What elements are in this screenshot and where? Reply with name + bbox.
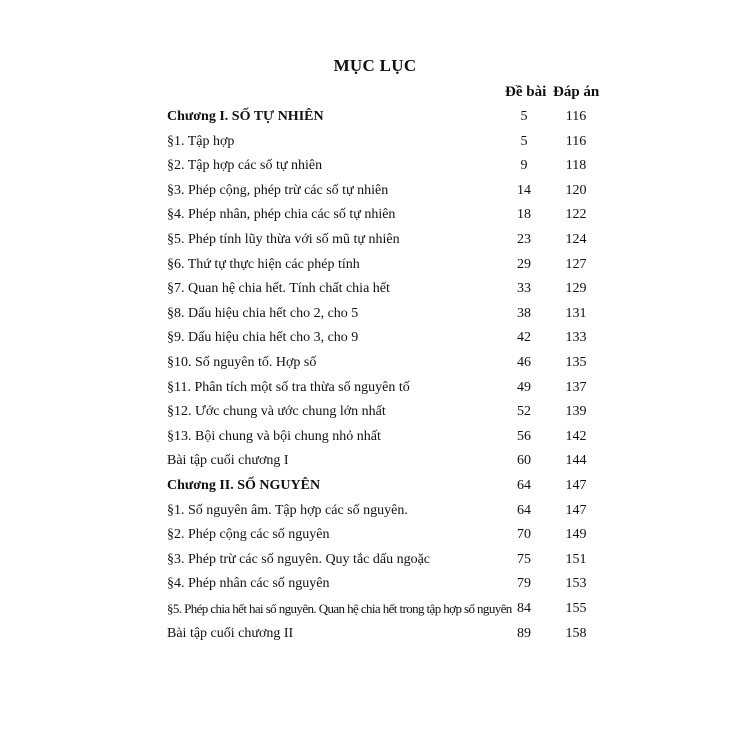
toc-row — [0, 626, 750, 646]
chapter-title: Chương II. SỐ NGUYÊN — [167, 478, 321, 493]
section-title: §5. Phép chia hết hai số nguyên. Quan hệ chia hết trong tập hợp số nguyên — [167, 601, 512, 616]
section-title: §6. Thứ tự thực hiện các phép tính — [167, 256, 360, 272]
column-header-de-bai: Đề bài — [505, 84, 547, 100]
dap-an-page: 149 — [565, 527, 587, 543]
dap-an-page: 116 — [565, 133, 587, 149]
de-bai-page: 5 — [520, 133, 528, 149]
de-bai-page: 89 — [517, 625, 531, 641]
toc-row — [0, 527, 750, 547]
dap-an-page: 147 — [565, 478, 587, 493]
toc-row — [0, 207, 750, 227]
dap-an-page: 131 — [565, 305, 587, 321]
section-title: §9. Dấu hiệu chia hết cho 3, cho 9 — [167, 330, 359, 346]
toc-row — [0, 134, 750, 154]
toc-row — [0, 232, 750, 252]
section-title: §2. Phép cộng các số nguyên — [167, 527, 330, 543]
toc-row — [0, 404, 750, 424]
de-bai-page: 18 — [517, 207, 531, 223]
de-bai-page: 23 — [517, 232, 531, 247]
de-bai-page: 9 — [520, 158, 528, 174]
de-bai-page: 56 — [517, 428, 531, 444]
toc-row — [0, 183, 750, 203]
toc-row — [0, 306, 750, 326]
toc-row — [0, 330, 750, 350]
section-title: §11. Phân tích một số tra thừa số nguyên tố — [167, 379, 410, 395]
de-bai-page: 14 — [517, 182, 531, 198]
toc-chapter-row — [0, 478, 750, 498]
page-title: MỤC LỤC — [333, 56, 417, 75]
section-title: §13. Bội chung và bội chung nhỏ nhất — [167, 428, 381, 444]
section-title: §5. Phép tính lũy thừa với số mũ tự nhiên — [167, 232, 400, 247]
de-bai-page: 60 — [517, 453, 531, 469]
de-bai-page: 42 — [517, 330, 531, 346]
dap-an-page: 135 — [565, 355, 587, 370]
de-bai-page: 49 — [517, 379, 531, 395]
section-title: §4. Phép nhân, phép chia các số tự nhiên — [167, 207, 396, 223]
de-bai-page: 38 — [517, 305, 531, 321]
dap-an-page: 147 — [565, 502, 587, 518]
section-title: §1. Số nguyên âm. Tập hợp các số nguyên. — [167, 502, 408, 518]
toc-row — [0, 257, 750, 277]
section-title: §1. Tập hợp — [167, 133, 235, 149]
dap-an-page: 151 — [565, 551, 587, 567]
de-bai-page: 79 — [517, 576, 531, 592]
dap-an-page: 137 — [565, 379, 587, 395]
dap-an-page: 129 — [565, 281, 587, 297]
de-bai-page: 5 — [520, 109, 528, 124]
toc-row — [0, 453, 750, 473]
toc-row — [0, 429, 750, 449]
de-bai-page: 64 — [517, 478, 531, 493]
dap-an-page: 133 — [565, 330, 587, 346]
dap-an-page: 155 — [565, 601, 587, 616]
dap-an-page: 142 — [565, 428, 587, 444]
de-bai-page: 64 — [517, 502, 531, 518]
toc-row — [0, 576, 750, 596]
toc-row — [0, 355, 750, 375]
dap-an-page: 116 — [565, 109, 587, 124]
toc-chapter-row — [0, 109, 750, 129]
de-bai-page: 29 — [517, 256, 531, 272]
chapter-title: Chương I. SỐ TỰ NHIÊN — [167, 109, 324, 124]
toc-row — [0, 503, 750, 523]
section-title: §4. Phép nhân các số nguyên — [167, 576, 330, 592]
de-bai-page: 84 — [517, 601, 531, 616]
section-title: §3. Phép cộng, phép trừ các số tự nhiên — [167, 182, 389, 198]
dap-an-page: 118 — [565, 158, 587, 174]
section-title: §10. Số nguyên tố. Hợp số — [167, 355, 317, 370]
column-header-dap-an: Đáp án — [553, 84, 600, 100]
de-bai-page: 33 — [517, 281, 531, 297]
dap-an-page: 144 — [565, 453, 587, 469]
dap-an-page: 139 — [565, 404, 587, 420]
dap-an-page: 153 — [565, 576, 587, 592]
de-bai-page: 52 — [517, 404, 531, 420]
dap-an-page: 124 — [565, 232, 587, 247]
toc-row — [0, 552, 750, 572]
toc-row — [0, 281, 750, 301]
section-title: §8. Dấu hiệu chia hết cho 2, cho 5 — [167, 305, 359, 321]
de-bai-page: 46 — [517, 355, 531, 370]
section-title: Bài tập cuối chương I — [167, 453, 289, 469]
section-title: Bài tập cuối chương II — [167, 625, 294, 641]
de-bai-page: 70 — [517, 527, 531, 543]
dap-an-page: 122 — [565, 207, 587, 223]
section-title: §7. Quan hệ chia hết. Tính chất chia hết — [167, 281, 390, 297]
section-title: §12. Ước chung và ước chung lớn nhất — [167, 404, 386, 420]
toc-row — [0, 380, 750, 400]
dap-an-page: 120 — [565, 182, 587, 198]
dap-an-page: 158 — [565, 625, 587, 641]
toc-row — [0, 601, 750, 621]
section-title: §2. Tập hợp các số tự nhiên — [167, 158, 323, 174]
toc-row — [0, 158, 750, 178]
dap-an-page: 127 — [565, 256, 587, 272]
section-title: §3. Phép trừ các số nguyên. Quy tắc dấu ngoặc — [167, 551, 431, 567]
de-bai-page: 75 — [517, 551, 531, 567]
